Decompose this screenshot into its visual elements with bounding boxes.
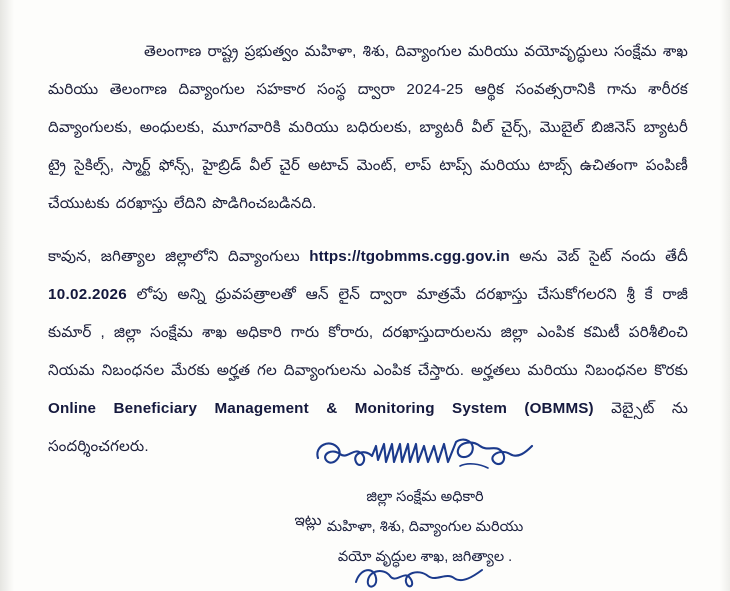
signature-department-line-1: మహిళా, శిశు, దివ్యాంగుల మరియు — [326, 519, 524, 535]
application-deadline-date: 10.02.2026 — [48, 286, 128, 304]
obmms-system-name: Online Beneficiary Management & Monitoring System (OBMMS) — [48, 400, 594, 418]
paragraph-two-after-link: అను వెబ్ సైట్ నందు తేదీ — [509, 248, 688, 266]
paragraph-two-lead: కావున, జగిత్యాల జిల్లాలోని దివ్యాంగులు — [48, 248, 310, 266]
paragraph-two-continued: లోపు అన్ని ధ్రువపత్రాలతో ఆన్ లైన్ ద్వారా మాత్రమే దరఖాస్తు చేసుకోగలరని శ్రీ కే రాజీ కుమార్ , జిల్లా సంక్షేమ శాఖ అధికారి గారు కోరారు, దరఖాస్తుదారులను జిల్లా ఎంపిక కమిటీ పరిశీలించి నియమ నిబంధనల మేరకు అర్హత గల దివ్యాంగులను ఎంపిక చేస్తారు. అర్హతలు మరియు నిబంధనల కొరకు — [48, 286, 688, 380]
signature-department-line-2: వయో వృద్ధుల శాఖ, జగిత్యాల . — [337, 549, 513, 565]
paragraph-two-end: వెబ్సైట్ ను సందర్శించగలరు. — [48, 400, 688, 456]
officer-signature — [120, 432, 730, 480]
signature-designation: జిల్లా సంక్షేమ అధికారి — [366, 489, 484, 505]
closing-salutation: ఇట్లు — [294, 512, 322, 530]
obmms-website-link[interactable]: https://tgobmms.cgg.gov.in — [309, 248, 510, 266]
paragraph-one: తెలంగాణ రాష్ట్ర ప్రభుత్వం మహిళా, శిశు, దివ్యాంగుల మరియు వయోవృద్ధులు సంక్షేమ శాఖ మరియు తెలంగాణ దివ్యాంగుల సహకార సంస్థ ద్వారా 2024-25 ఆర్థిక సంవత్సరానికి గాను శారీరక దివ్యాంగులకు, అంధులకు, మూగవారికి మరియు బధిరులకు, బ్యాటరీ వీల్ చైర్స్, మొబైల్ బిజినెస్ బ్యాటరీ ట్రై సైకిల్స్, స్మార్ట్ ఫోన్స్, హైబ్రిడ్ వీల్ చైర్ అటాచ్ మెంట్, లాప్ టాప్స్ మరియు టాబ్స్ ఉచితంగా పంపిణీ చేయుటకు దరఖాస్తు లేదిని పొడిగించబడినది. — [48, 43, 688, 213]
signature-block — [0, 432, 730, 572]
secondary-signature — [0, 560, 730, 591]
